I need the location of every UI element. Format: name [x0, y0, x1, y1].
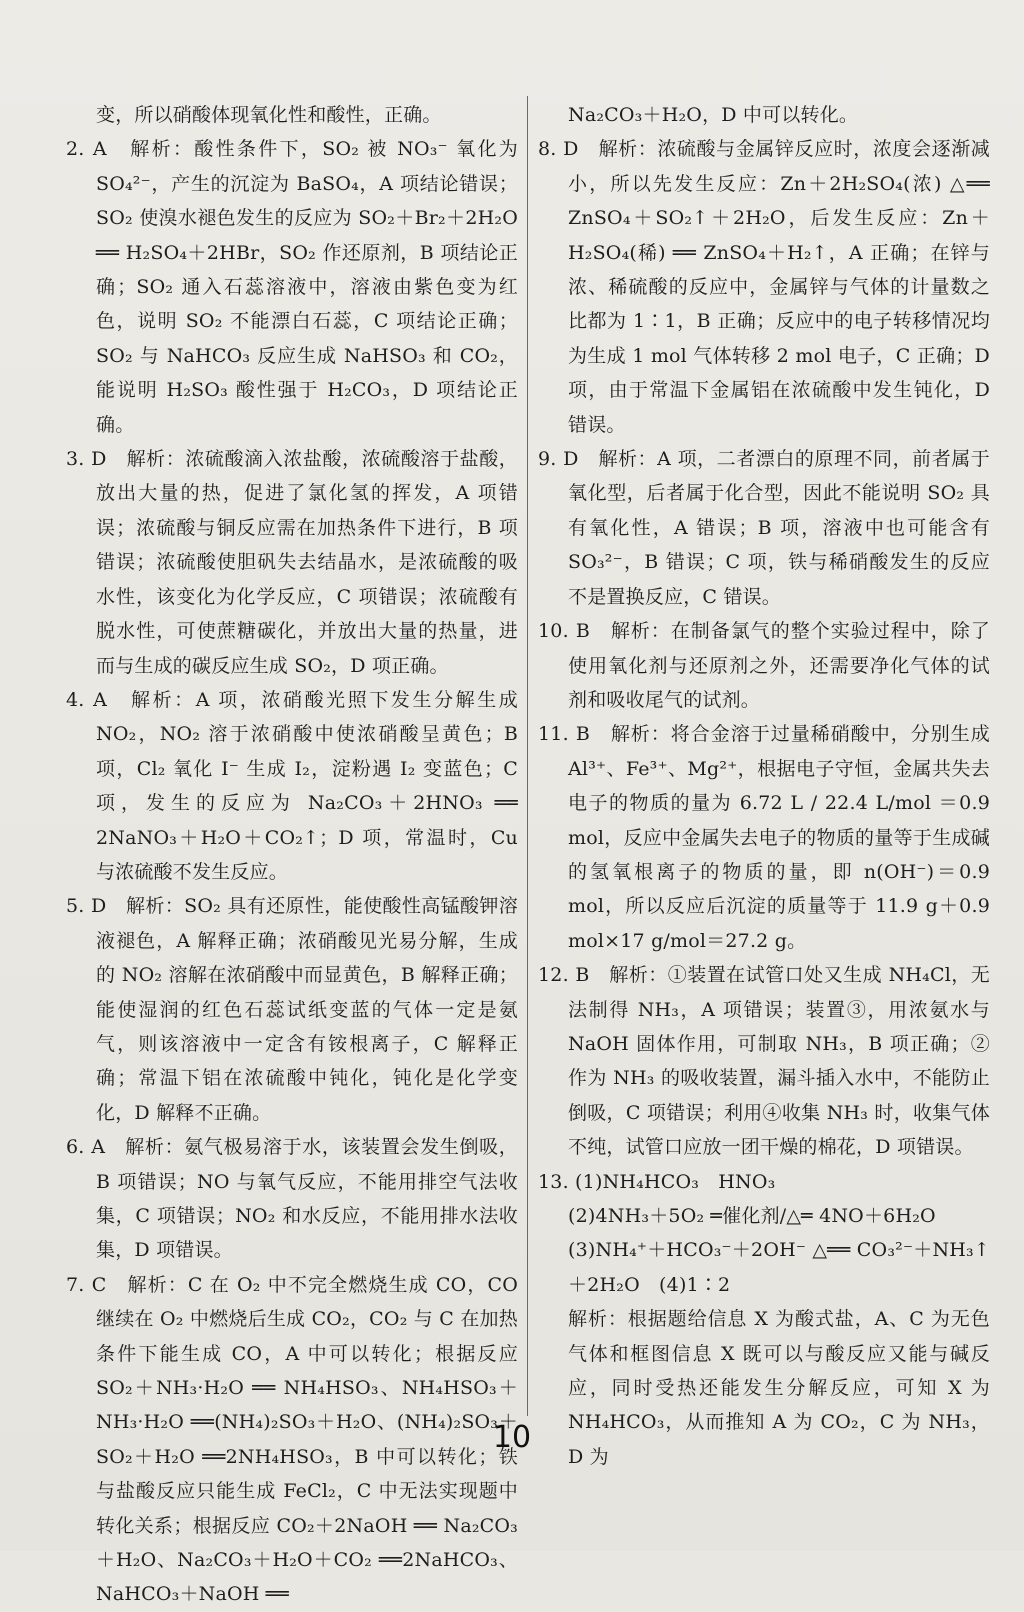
column-divider	[527, 96, 528, 1416]
answer-item-13: 13. (1)NH₄HCO₃ HNO₃	[538, 1170, 776, 1193]
right-column	[538, 98, 990, 1474]
answer-item-13-analysis: 解析：根据题给信息 X 为酸式盐，A、C 为无色气体和框图信息 X 既可以与酸反应又能与碱反应，同时受热还能发生分解反应，可知 X 为 NH₄HCO₃，从而推知 A 为 CO₂，C 为 NH₃，D 为	[568, 1308, 990, 1468]
answer-item-8: 8. D 解析：浓硫酸与金属锌反应时，浓度会逐渐减小，所以先发生反应：Zn＋2H₂SO₄(浓) △══ ZnSO₄＋SO₂↑＋2H₂O，后发生反应：Zn＋H₂SO₄(稀) ══ ZnSO₄＋H₂↑，A 正确；在锌与浓、稀硫酸的反应中，金属锌与气体的计量数之比都为 1∶1，B 正确；反应中的电子转移情况均为生成 1 mol 气体转移 2 mol 电子，C 正确；D 项，由于常温下金属铝在浓硫酸中发生钝化，D 错误。	[538, 138, 990, 436]
left-column	[66, 98, 518, 1612]
answer-item-11: 11. B 解析：将合金溶于过量稀硝酸中，分别生成 Al³⁺、Fe³⁺、Mg²⁺，根据电子守恒，金属共失去电子的物质的量为 6.72 L / 22.4 L/mol ＝0.9 mol，反应中金属失去电子的物质的量等于生成碱的氢氧根离子的物质的量，即 n(OH⁻)＝0.9 mol，所以反应后沉淀的质量等于 11.9 g＋0.9 mol×17 g/mol＝27.2 g。	[538, 723, 990, 952]
answer-item-13-part-2: (2)4NH₃＋5O₂ ═催化剂/△═ 4NO＋6H₂O	[568, 1205, 936, 1227]
paragraph-continuation: 变，所以硝酸体现氧化性和酸性，正确。	[96, 104, 442, 126]
answer-item-2: 2. A 解析：酸性条件下，SO₂ 被 NO₃⁻ 氧化为 SO₄²⁻，产生的沉淀为 BaSO₄，A 项结论错误；SO₂ 使溴水褪色发生的反应为 SO₂＋Br₂＋2H₂O ══ H₂SO₄＋2HBr，SO₂ 作还原剂，B 项结论正确；SO₂ 通入石蕊溶液中，溶液由紫色变为红色，说明 SO₂ 不能漂白石蕊，C 项结论正确；SO₂ 与 NaHCO₃ 反应生成 NaHSO₃ 和 CO₂，能说明 H₂SO₃ 酸性强于 H₂CO₃，D 项结论正确。	[66, 138, 518, 436]
answer-item-5: 5. D 解析：SO₂ 具有还原性，能使酸性高锰酸钾溶液褪色，A 解释正确；浓硝酸见光易分解，生成的 NO₂ 溶解在浓硝酸中而显黄色，B 解释正确；能使湿润的红色石蕊试纸变蓝的气体一定是氨气，则该溶液中一定含有铵根离子，C 解释正确；常温下铝在浓硫酸中钝化，钝化是化学变化，D 解释不正确。	[66, 895, 518, 1124]
page-number: 10	[492, 1420, 532, 1455]
answer-item-12: 12. B 解析：①装置在试管口处又生成 NH₄Cl，无法制得 NH₃，A 项错误；装置③，用浓氨水与 NaOH 固体作用，可制取 NH₃，B 项正确；②作为 NH₃ 的吸收装置，漏斗插入水中，不能防止倒吸，C 项错误；利用④收集 NH₃ 时，收集气体不纯，试管口应放一团干燥的棉花，D 项错误。	[538, 964, 990, 1159]
answer-item-10: 10. B 解析：在制备氯气的整个实验过程中，除了使用氧化剂与还原剂之外，还需要净化气体的试剂和吸收尾气的试剂。	[538, 620, 990, 711]
answer-item-6: 6. A 解析：氨气极易溶于水，该装置会发生倒吸，B 项错误；NO 与氧气反应，不能用排空气法收集，C 项错误；NO₂ 和水反应，不能用排水法收集，D 项错误。	[66, 1136, 518, 1262]
answer-item-7: 7. C 解析：C 在 O₂ 中不完全燃烧生成 CO，CO 继续在 O₂ 中燃烧后生成 CO₂，CO₂ 与 C 在加热条件下能生成 CO，A 中可以转化；根据反应 SO₂＋NH₃·H₂O ══ NH₄HSO₃、NH₄HSO₃＋NH₃·H₂O ══(NH₄)₂SO₃＋H₂O、(NH₄)₂SO₃＋SO₂＋H₂O ══2NH₄HSO₃，B 中可以转化；铁与盐酸反应只能生成 FeCl₂，C 中无法实现题中转化关系；根据反应 CO₂＋2NaOH ══ Na₂CO₃＋H₂O、Na₂CO₃＋H₂O＋CO₂ ══2NaHCO₃、NaHCO₃＋NaOH ══	[66, 1273, 518, 1606]
answer-item-3: 3. D 解析：浓硫酸滴入浓盐酸，浓硫酸溶于盐酸，放出大量的热，促进了氯化氢的挥发，A 项错误；浓硫酸与铜反应需在加热条件下进行，B 项错误；浓硫酸使胆矾失去结晶水，是浓硫酸的吸水性，该变化为化学反应，C 项错误；浓硫酸有脱水性，可使蔗糖碳化，并放出大量的热量，进而与生成的碳反应生成 SO₂，D 项正确。	[66, 448, 518, 677]
paragraph-continuation: Na₂CO₃＋H₂O，D 中可以转化。	[568, 104, 859, 126]
answer-item-13-part-3: (3)NH₄⁺＋HCO₃⁻＋2OH⁻ △══ CO₃²⁻＋NH₃↑＋2H₂O (4)1∶2	[568, 1239, 990, 1296]
answer-item-9: 9. D 解析：A 项，二者漂白的原理不同，前者属于氧化型，后者属于化合型，因此不能说明 SO₂ 具有氧化性，A 错误；B 项，溶液中也可能含有 SO₃²⁻，B 错误；C 项，铁与稀硝酸发生的反应不是置换反应，C 错误。	[538, 448, 990, 608]
answer-item-4: 4. A 解析：A 项，浓硝酸光照下发生分解生成 NO₂，NO₂ 溶于浓硝酸中使浓硝酸呈黄色；B 项，Cl₂ 氧化 I⁻ 生成 I₂，淀粉遇 I₂ 变蓝色；C 项，发生的反应为 Na₂CO₃＋2HNO₃ ══ 2NaNO₃＋H₂O＋CO₂↑；D 项，常温时，Cu 与浓硫酸不发生反应。	[66, 688, 518, 883]
